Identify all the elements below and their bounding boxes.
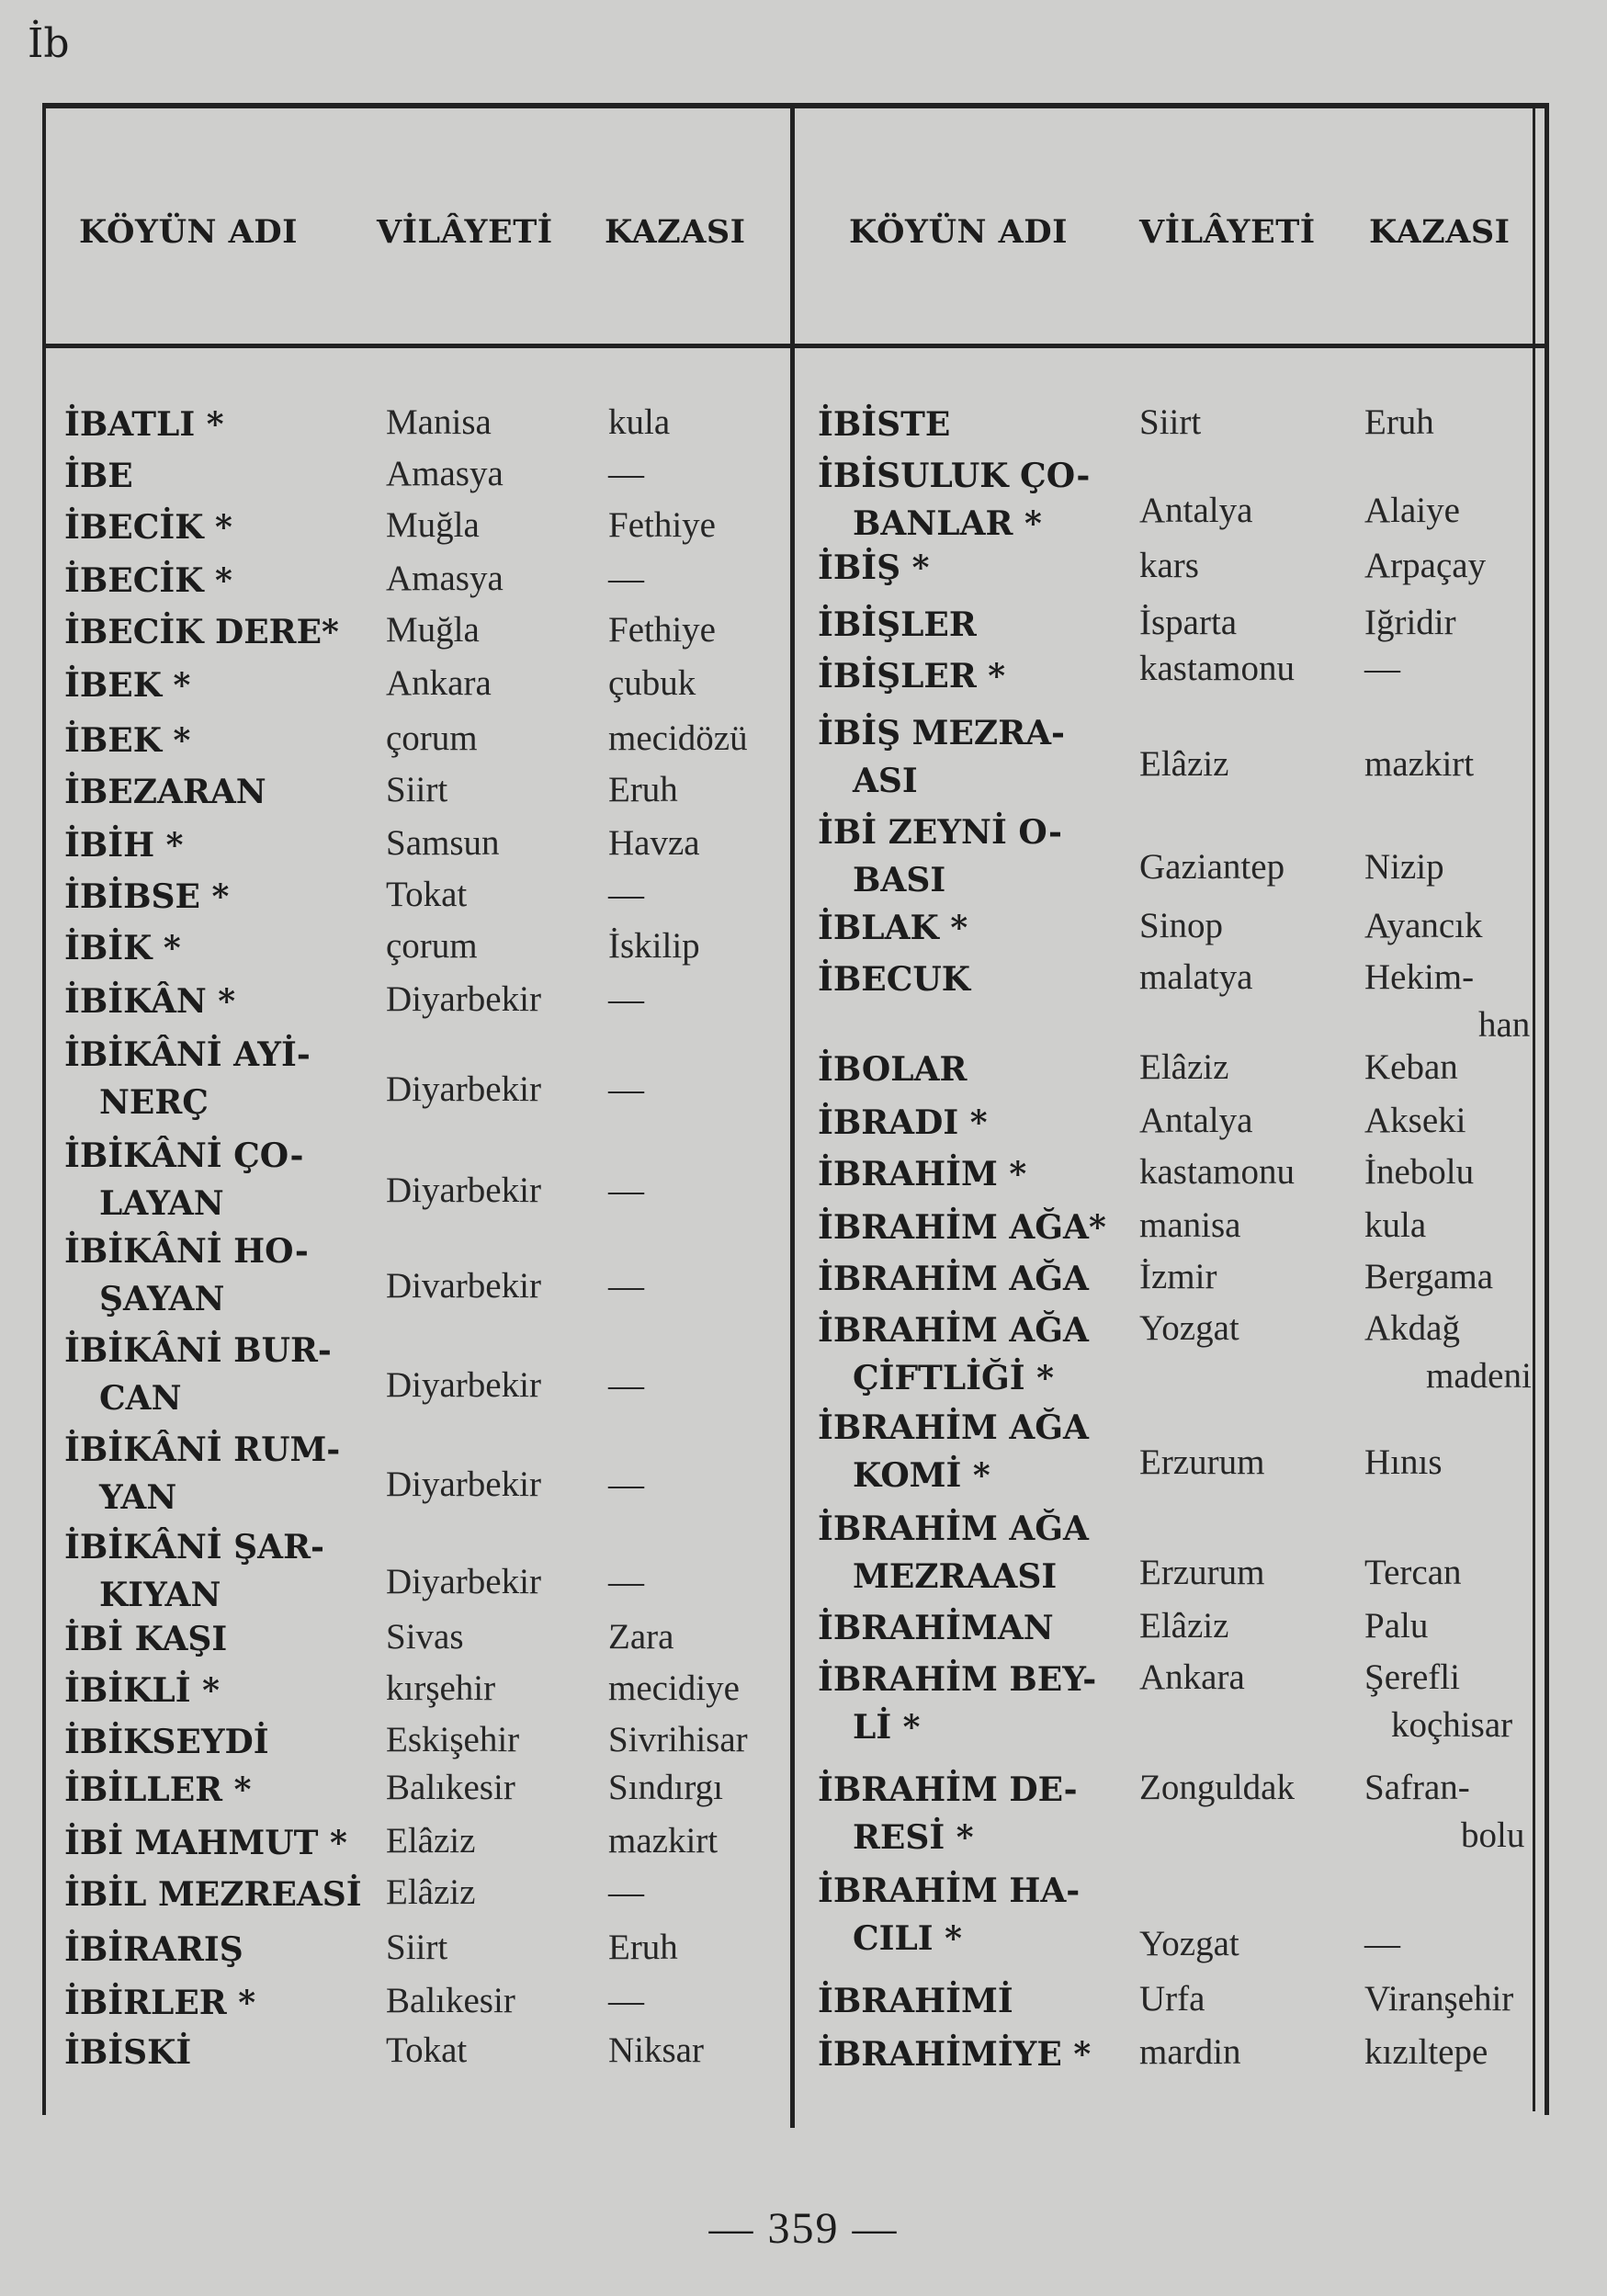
village-name: CILI * <box>853 1919 963 1958</box>
village-name: ASI <box>853 762 918 800</box>
village-name: İBLAK * <box>818 909 968 947</box>
province-name: Sivas <box>386 1617 464 1657</box>
district-name: Şerefli <box>1364 1657 1460 1697</box>
province-name: Gaziantep <box>1139 847 1285 887</box>
province-name: Elâziz <box>1139 1606 1229 1646</box>
village-name: İBİ MAHMUT * <box>64 1824 347 1862</box>
village-name: İBRAHİMİ <box>818 1982 1013 2020</box>
village-name: MEZRAASI <box>853 1557 1058 1596</box>
district-name: koçhisar <box>1391 1705 1513 1745</box>
village-name: İBRAHİM AĞA <box>818 1311 1089 1350</box>
province-name: manisa <box>1139 1205 1241 1245</box>
header-kaza-left: KAZASI <box>605 213 746 251</box>
province-name: Divarbekir <box>386 1266 541 1306</box>
village-name: İBİŞLER <box>818 605 977 644</box>
district-name: mazkirt <box>1364 744 1475 784</box>
village-name: İBİSULUK ÇO- <box>818 457 1091 495</box>
province-name: Yozgat <box>1139 1924 1239 1963</box>
district-name: Zara <box>608 1617 674 1657</box>
district-name: mecidiye <box>608 1668 740 1708</box>
province-name: Siirt <box>386 1928 448 1967</box>
district-name: Fethiye <box>608 505 716 545</box>
page-number: — 359 — <box>708 2204 899 2253</box>
province-name: kars <box>1139 546 1199 585</box>
village-name: İBİŞ MEZRA- <box>818 714 1065 752</box>
district-name: Sivrihisar <box>608 1720 748 1759</box>
district-name: — <box>608 1069 644 1109</box>
village-name: İBİKÂNİ HO- <box>64 1232 309 1271</box>
province-name: Eskişehir <box>386 1720 520 1759</box>
village-name: İBEZARAN <box>64 773 266 811</box>
province-name: Amasya <box>386 454 504 493</box>
village-name: İBOLAR <box>818 1050 968 1089</box>
district-name: — <box>608 1266 644 1306</box>
village-name: İBRAHİM AĞA <box>818 1408 1089 1447</box>
village-name: ÇİFTLİĞİ * <box>853 1359 1054 1397</box>
province-name: malatya <box>1139 957 1253 997</box>
header-koy-adi-left: KÖYÜN ADI <box>79 213 299 251</box>
province-name: kastamonu <box>1139 649 1295 688</box>
village-name: İBECİK DERE* <box>64 613 339 651</box>
province-name: Antalya <box>1139 491 1253 530</box>
province-name: Tokat <box>386 2030 468 2070</box>
province-name: Siirt <box>1139 402 1202 442</box>
header-vilayet-left: VİLÂYETİ <box>377 213 553 251</box>
province-name: Elâziz <box>1139 1047 1229 1087</box>
village-name: BASI <box>853 861 946 899</box>
village-name: CAN <box>99 1379 182 1418</box>
village-name: İBRAHİM DE- <box>818 1770 1078 1809</box>
village-name: İBİLLER * <box>64 1770 252 1809</box>
province-name: Balıkesir <box>386 1768 515 1807</box>
province-name: Erzurum <box>1139 1553 1265 1592</box>
province-name: Balıkesir <box>386 1981 515 2020</box>
district-name: Hınıs <box>1364 1442 1443 1482</box>
district-name: — <box>608 1365 644 1405</box>
village-name: İBİŞ * <box>818 549 930 587</box>
district-name: Akdağ <box>1364 1308 1460 1348</box>
district-name: — <box>608 1562 644 1601</box>
village-name: İBİŞLER * <box>818 657 1006 696</box>
province-name: Tokat <box>386 875 468 914</box>
village-name: İBRAHİM AĞA <box>818 1510 1089 1548</box>
table-frame-inner-rule <box>1533 108 1535 2111</box>
district-name: Tercan <box>1364 1553 1462 1592</box>
district-name: mazkirt <box>608 1821 719 1861</box>
province-name: Manisa <box>386 402 492 442</box>
province-name: İzmir <box>1139 1257 1217 1296</box>
village-name: İBİBSE * <box>64 877 230 916</box>
village-name: İBRAHİMAN <box>818 1609 1054 1647</box>
province-name: Amasya <box>386 559 504 598</box>
district-name: kızıltepe <box>1364 2032 1488 2072</box>
village-name: İBİRLER * <box>64 1984 256 2022</box>
district-name: madeni <box>1426 1356 1532 1396</box>
district-name: Iğridir <box>1364 603 1456 642</box>
village-name: İBİK * <box>64 929 181 967</box>
village-name: BANLAR * <box>853 504 1042 543</box>
district-name: Ayancık <box>1364 906 1483 945</box>
province-name: Urfa <box>1139 1979 1205 2019</box>
village-name: İBİKÂNİ RUM- <box>64 1431 341 1469</box>
district-name: — <box>608 1465 644 1504</box>
village-name: İBRAHİM AĞA <box>818 1260 1089 1298</box>
province-name: Ankara <box>1139 1657 1245 1697</box>
district-name: Keban <box>1364 1047 1458 1087</box>
village-name: NERÇ <box>99 1083 209 1122</box>
village-name: ŞAYAN <box>99 1280 225 1318</box>
district-name: çubuk <box>608 663 696 703</box>
province-name: Muğla <box>386 610 480 650</box>
province-name: çorum <box>386 926 478 966</box>
district-name: — <box>608 979 644 1019</box>
header-rule <box>46 344 1549 348</box>
village-name: İBRAHİM BEY- <box>818 1660 1097 1699</box>
province-name: kırşehir <box>386 1668 496 1708</box>
village-name: KIYAN <box>99 1576 221 1614</box>
village-name: İBATLI * <box>64 405 224 444</box>
village-name: İBİKSEYDİ <box>64 1723 269 1761</box>
village-name: İBİL MEZREASİ <box>64 1875 362 1914</box>
village-name: YAN <box>99 1478 177 1517</box>
district-name: bolu <box>1461 1815 1525 1855</box>
province-name: Diyarbekir <box>386 1365 541 1405</box>
district-name: Palu <box>1364 1606 1429 1646</box>
province-name: Elâziz <box>386 1872 476 1912</box>
village-name: Lİ * <box>853 1708 921 1747</box>
village-name: İBEK * <box>64 666 191 705</box>
province-name: kastamonu <box>1139 1152 1295 1192</box>
district-name: — <box>608 875 644 914</box>
village-name: İBRAHİM AĞA* <box>818 1208 1106 1247</box>
province-name: Antalya <box>1139 1101 1253 1140</box>
province-name: Diyarbekir <box>386 1562 541 1601</box>
village-name: İBİKÂN * <box>64 982 236 1021</box>
province-name: Sinop <box>1139 906 1224 945</box>
province-name: Erzurum <box>1139 1442 1265 1482</box>
village-name: İBİ KAŞI <box>64 1620 228 1658</box>
district-name: — <box>608 1872 644 1912</box>
province-name: Diyarbekir <box>386 1465 541 1504</box>
village-name: İBİH * <box>64 826 184 865</box>
village-name: İBECİK * <box>64 561 232 600</box>
district-name: — <box>608 1981 644 2020</box>
district-name: Alaiye <box>1364 491 1460 530</box>
village-name: İBRAHİMİYE * <box>818 2035 1092 2074</box>
district-name: mecidözü <box>608 718 748 758</box>
district-name: Havza <box>608 823 700 863</box>
province-name: Elâziz <box>386 1821 476 1861</box>
district-name: — <box>608 559 644 598</box>
village-name: İBRAHİM * <box>818 1155 1027 1193</box>
district-name: Hekim- <box>1364 957 1475 997</box>
village-name: RESİ * <box>853 1818 974 1857</box>
province-name: mardin <box>1139 2032 1241 2072</box>
village-name: İBEK * <box>64 721 191 760</box>
district-name: Eruh <box>608 770 678 809</box>
district-name: İskilip <box>608 926 700 966</box>
district-name: Safran- <box>1364 1768 1470 1807</box>
district-name: — <box>1364 649 1400 688</box>
header-koy-adi-right: KÖYÜN ADI <box>849 213 1069 251</box>
village-name: İBİKÂNİ BUR- <box>64 1331 332 1370</box>
village-name: İBİSKİ <box>64 2033 192 2072</box>
district-name: İnebolu <box>1364 1152 1475 1192</box>
village-name: İBİKÂNİ AYİ- <box>64 1035 311 1074</box>
village-name: İBİ ZEYNİ O- <box>818 813 1062 852</box>
district-name: Bergama <box>1364 1257 1494 1296</box>
district-name: Eruh <box>608 1928 678 1967</box>
province-name: Elâziz <box>1139 744 1229 784</box>
province-name: Siirt <box>386 770 448 809</box>
province-name: Ankara <box>386 663 492 703</box>
village-name: LAYAN <box>99 1184 224 1223</box>
header-vilayet-right: VİLÂYETİ <box>1139 213 1316 251</box>
village-name: İBİSTE <box>818 405 951 444</box>
province-name: İsparta <box>1139 603 1238 642</box>
province-name: Zonguldak <box>1139 1768 1295 1807</box>
village-name: İBİKÂNİ ŞAR- <box>64 1528 324 1566</box>
province-name: Diyarbekir <box>386 1171 541 1210</box>
village-name: İBİKLİ * <box>64 1671 220 1710</box>
district-name: — <box>1364 1924 1400 1963</box>
province-name: Yozgat <box>1139 1308 1239 1348</box>
village-name: İBRADI * <box>818 1103 988 1142</box>
district-name: Niksar <box>608 2030 704 2070</box>
running-head: İb <box>28 20 70 67</box>
district-name: Viranşehir <box>1364 1979 1514 2019</box>
village-name: İBİKÂNİ ÇO- <box>64 1137 304 1175</box>
village-name: İBİRARIŞ <box>64 1930 243 1969</box>
district-name: kula <box>1364 1205 1427 1245</box>
village-name: İBE <box>64 457 133 495</box>
header-kaza-right: KAZASI <box>1369 213 1511 251</box>
village-name: İBRAHİM HA- <box>818 1872 1081 1910</box>
table-frame <box>42 103 1549 2115</box>
district-name: Sındırgı <box>608 1768 723 1807</box>
district-name: Akseki <box>1364 1101 1466 1140</box>
district-name: Nizip <box>1364 847 1444 887</box>
province-name: Muğla <box>386 505 480 545</box>
province-name: çorum <box>386 718 478 758</box>
village-name: İBECUK <box>818 960 971 999</box>
province-name: Diyarbekir <box>386 979 541 1019</box>
district-name: Eruh <box>1364 402 1434 442</box>
district-name: kula <box>608 402 671 442</box>
province-name: Samsun <box>386 823 500 863</box>
district-name: — <box>608 1171 644 1210</box>
district-name: Arpaçay <box>1364 546 1487 585</box>
village-name: KOMİ * <box>853 1456 990 1495</box>
district-name: han <box>1478 1005 1531 1045</box>
village-name: İBECİK * <box>64 508 232 547</box>
column-divider <box>790 108 795 2128</box>
district-name: — <box>608 454 644 493</box>
district-name: Fethiye <box>608 610 716 650</box>
province-name: Diyarbekir <box>386 1069 541 1109</box>
